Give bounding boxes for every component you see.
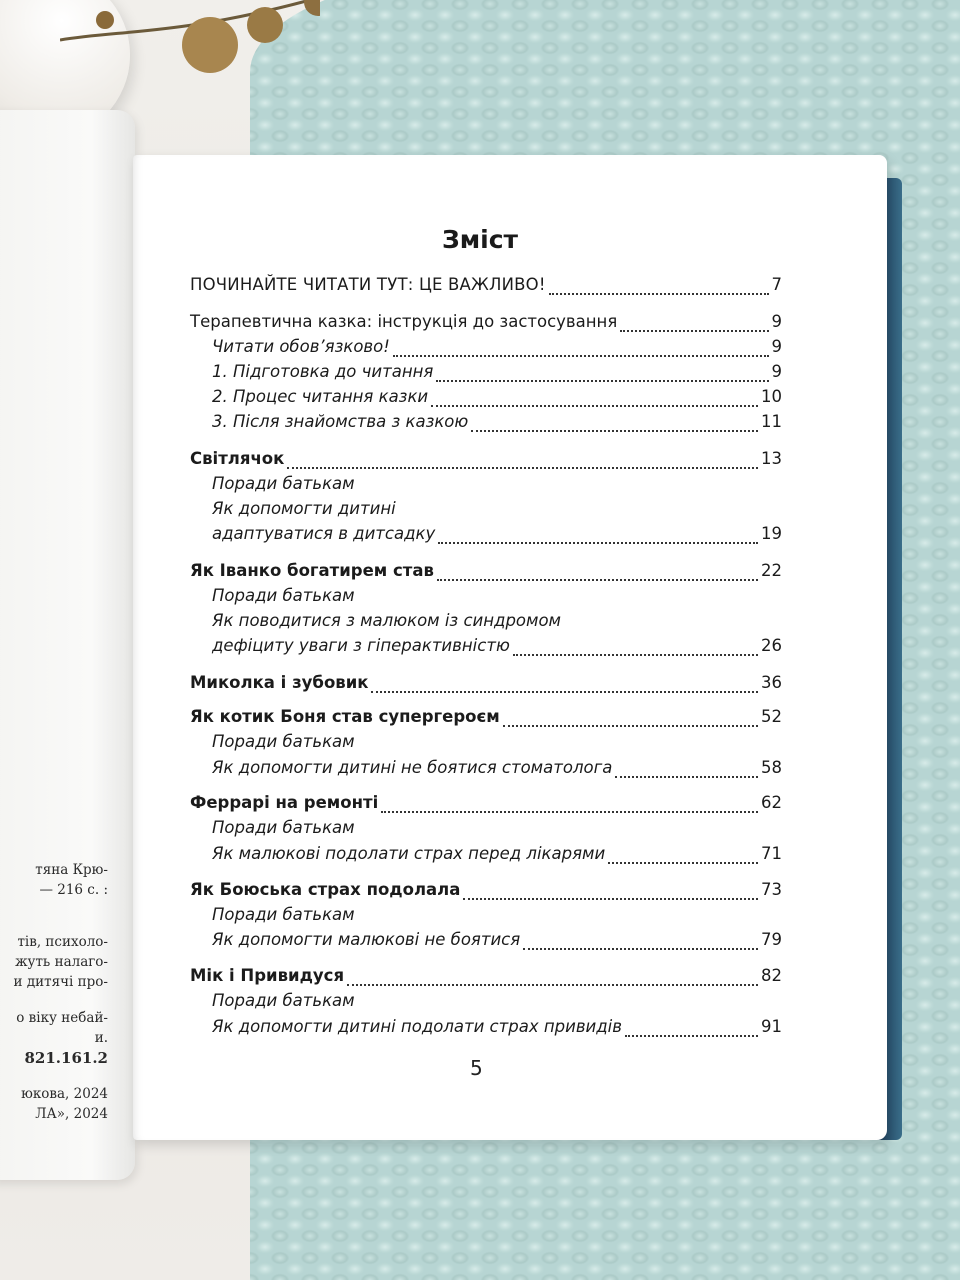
toc-entry: Як Іванко богатирем став 22 — [190, 561, 782, 580]
toc-entry: Як допомогти малюкові не боятися 79 — [212, 930, 782, 949]
left-page — [0, 110, 135, 1180]
toc-entry: дефіциту уваги з гіперактивністю 26 — [212, 636, 782, 655]
left-page-line: 821.161.2 — [24, 1049, 108, 1067]
toc-entry: Терапевтична казка: інструкція до застосування 9 — [190, 312, 782, 331]
left-page-line: тяна Крю- — [35, 862, 108, 878]
toc-entry: Поради батькам — [212, 991, 355, 1010]
toc-entry: Поради батькам — [212, 586, 355, 605]
toc-entry: адаптуватися в дитсадку 19 — [212, 524, 782, 543]
toc-entry: Як поводитися з малюком із синдромом — [212, 611, 562, 630]
toc-entry: Феррарі на ремонті 62 — [190, 793, 782, 812]
toc-entry: Мік і Привидуся 82 — [190, 966, 782, 985]
left-page-line: и дитячі про- — [13, 974, 108, 990]
left-page-line: — 216 с. : — [39, 882, 108, 898]
toc-entry: ПОЧИНАЙТЕ ЧИТАТИ ТУТ: ЦЕ ВАЖЛИВО! 7 — [190, 275, 782, 294]
toc-entry: 3. Після знайомства з казкою 11 — [212, 412, 782, 431]
toc-title: Зміст — [441, 225, 519, 254]
left-page-text — [0, 860, 108, 1124]
toc-entry: Як котик Боня став супергероєм 52 — [190, 707, 782, 726]
toc-entry: Поради батькам — [212, 818, 355, 837]
left-page-line: о віку небай- — [16, 1010, 108, 1026]
toc-entry: 2. Процес читання казки 10 — [212, 387, 782, 406]
toc-entry: Поради батькам — [212, 474, 355, 493]
toc-entry: Як допомогти дитині — [212, 499, 396, 518]
left-page-line: юкова, 2024 — [21, 1086, 108, 1102]
toc-entry: Як Боюська страх подолала 73 — [190, 880, 782, 899]
left-page-line: ЛА», 2024 — [35, 1106, 108, 1122]
toc-entry: Поради батькам — [212, 905, 355, 924]
toc-entry: Як малюкові подолати страх перед лікарями 71 — [212, 844, 782, 863]
toc-entry: Як допомогти дитині не боятися стоматолога 58 — [212, 758, 782, 777]
toc-entry: Як допомогти дитині подолати страх привидів 91 — [212, 1017, 782, 1036]
toc-entry: 1. Підготовка до читання 9 — [212, 362, 782, 381]
toc-entry: Миколка і зубовик 36 — [190, 673, 782, 692]
left-page-line: тів, психоло- — [17, 934, 108, 950]
left-page-line: жуть налаго- — [15, 954, 108, 970]
dried-berries-twig — [60, 0, 320, 90]
left-page-line: и. — [94, 1030, 108, 1046]
toc-entry: Поради батькам — [212, 732, 355, 751]
page-number: 5 — [470, 1056, 483, 1080]
toc-entry: Читати обов’язково! 9 — [212, 337, 782, 356]
toc-entry: Світлячок 13 — [190, 449, 782, 468]
